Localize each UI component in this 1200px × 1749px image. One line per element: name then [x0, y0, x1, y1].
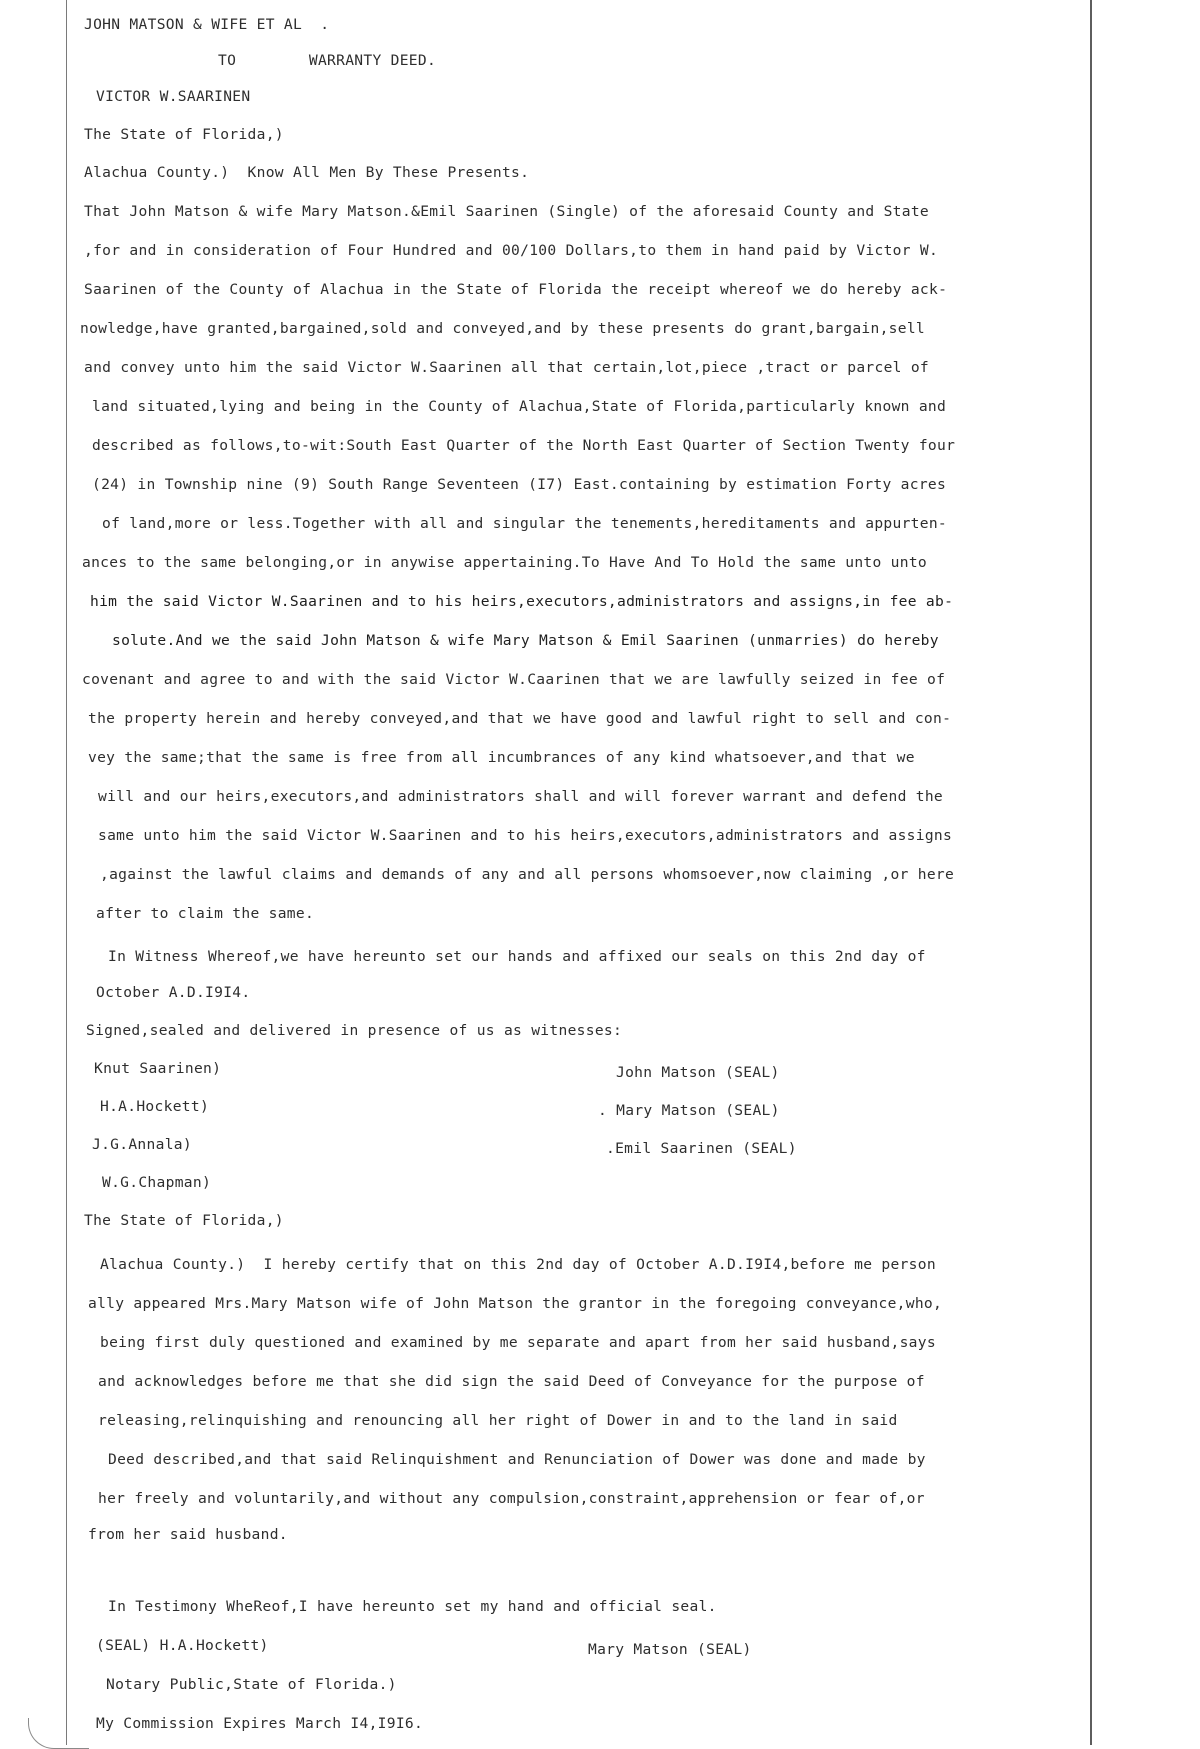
- deed-state: The State of Florida,): [84, 126, 284, 143]
- witness-line: October A.D.I9I4.: [96, 984, 251, 1001]
- grantor-signature: .Emil Saarinen (SEAL): [606, 1140, 797, 1157]
- deed-line: and convey unto him the said Victor W.Saarinen all that certain,lot,piece ,tract or parcel of: [84, 359, 930, 376]
- deed-line: after to claim the same.: [96, 905, 315, 922]
- witness-line: In Witness Whereof,we have hereunto set our hands and affixed our seals on this 2nd day of: [108, 948, 926, 965]
- header-grantee: VICTOR W.SAARINEN: [96, 88, 251, 105]
- ack-state: The State of Florida,): [84, 1212, 284, 1229]
- witness-name: Knut Saarinen): [94, 1060, 222, 1077]
- page-corner-curl: [28, 1718, 89, 1749]
- deed-line: the property herein and hereby conveyed,and that we have good and lawful right to sell and con-: [88, 710, 952, 727]
- ack-line: releasing,relinquishing and renouncing all her right of Dower in and to the land in said: [98, 1412, 898, 1429]
- ack-line: Deed described,and that said Relinquishment and Renunciation of Dower was done and made by: [108, 1451, 926, 1468]
- witness-name: H.A.Hockett): [100, 1098, 210, 1115]
- witness-name: W.G.Chapman): [102, 1174, 212, 1191]
- deed-line: nowledge,have granted,bargained,sold and conveyed,and by these presents do grant,bargain,sell: [80, 320, 926, 337]
- ack-line: being first duly questioned and examined by me separate and apart from her said husband,says: [100, 1334, 936, 1351]
- grantor-signature: . Mary Matson (SEAL): [598, 1102, 780, 1119]
- deed-line: Saarinen of the County of Alachua in the State of Florida the receipt whereof we do hereby ack-: [84, 281, 948, 298]
- deed-line: will and our heirs,executors,and administrators shall and will forever warrant and defend the: [98, 788, 944, 805]
- ack-line: ally appeared Mrs.Mary Matson wife of John Matson the grantor in the foregoing conveyance,who,: [88, 1295, 943, 1312]
- testimony-line: In Testimony WheReof,I have hereunto set my hand and official seal.: [108, 1598, 717, 1615]
- ack-line: from her said husband.: [88, 1526, 288, 1543]
- page-right-border: [1090, 0, 1092, 1745]
- deed-county: Alachua County.) Know All Men By These Presents.: [84, 164, 530, 181]
- deed-line: ,for and in consideration of Four Hundred and 00/100 Dollars,to them in hand paid by Victor W.: [84, 242, 939, 259]
- deed-line: solute.And we the said John Matson & wife Mary Matson & Emil Saarinen (unmarries) do hereby: [112, 632, 939, 649]
- ack-line: her freely and voluntarily,and without any compulsion,constraint,apprehension or fear of,or: [98, 1490, 925, 1507]
- ack-line: Alachua County.) I hereby certify that on this 2nd day of October A.D.I9I4,before me person: [100, 1256, 936, 1273]
- deed-line: of land,more or less.Together with all and singular the tenements,hereditaments and appurten-: [102, 515, 948, 532]
- deed-line: him the said Victor W.Saarinen and to his heirs,executors,administrators and assigns,in fee ab-: [90, 593, 954, 610]
- ack-line: and acknowledges before me that she did sign the said Deed of Conveyance for the purpose of: [98, 1373, 925, 1390]
- witness-name: J.G.Annala): [92, 1136, 192, 1153]
- deed-line: vey the same;that the same is free from all incumbrances of any kind whatsoever,and that we: [88, 749, 915, 766]
- header-parties: JOHN MATSON & WIFE ET AL .: [84, 16, 330, 33]
- deed-line: described as follows,to-wit:South East Quarter of the North East Quarter of Section Twenty four: [92, 437, 956, 454]
- deed-line: ,against the lawful claims and demands of any and all persons whomsoever,now claiming ,or here: [100, 866, 955, 883]
- header-deed-type: TO WARRANTY DEED.: [218, 52, 437, 69]
- ack-signer: Mary Matson (SEAL): [588, 1641, 752, 1658]
- notary-title: Notary Public,State of Florida.): [106, 1676, 397, 1693]
- deed-line: (24) in Township nine (9) South Range Seventeen (I7) East.containing by estimation Forty acres: [92, 476, 947, 493]
- deed-line: covenant and agree to and with the said Victor W.Caarinen that we are lawfully seized in fee of: [82, 671, 946, 688]
- deed-line: land situated,lying and being in the County of Alachua,State of Florida,particularly known and: [92, 398, 947, 415]
- notary-commission: My Commission Expires March I4,I9I6.: [96, 1715, 424, 1732]
- witness-signed-line: Signed,sealed and delivered in presence of us as witnesses:: [86, 1022, 623, 1039]
- deed-line: That John Matson & wife Mary Matson.&Emil Saarinen (Single) of the aforesaid County and State: [84, 203, 930, 220]
- grantor-signature: John Matson (SEAL): [616, 1064, 780, 1081]
- deed-line: ances to the same belonging,or in anywise appertaining.To Have And To Hold the same unto unto: [82, 554, 928, 571]
- notary-seal: (SEAL) H.A.Hockett): [96, 1637, 269, 1654]
- page-left-border: [66, 0, 67, 1745]
- deed-line: same unto him the said Victor W.Saarinen and to his heirs,executors,administrators and assigns: [98, 827, 953, 844]
